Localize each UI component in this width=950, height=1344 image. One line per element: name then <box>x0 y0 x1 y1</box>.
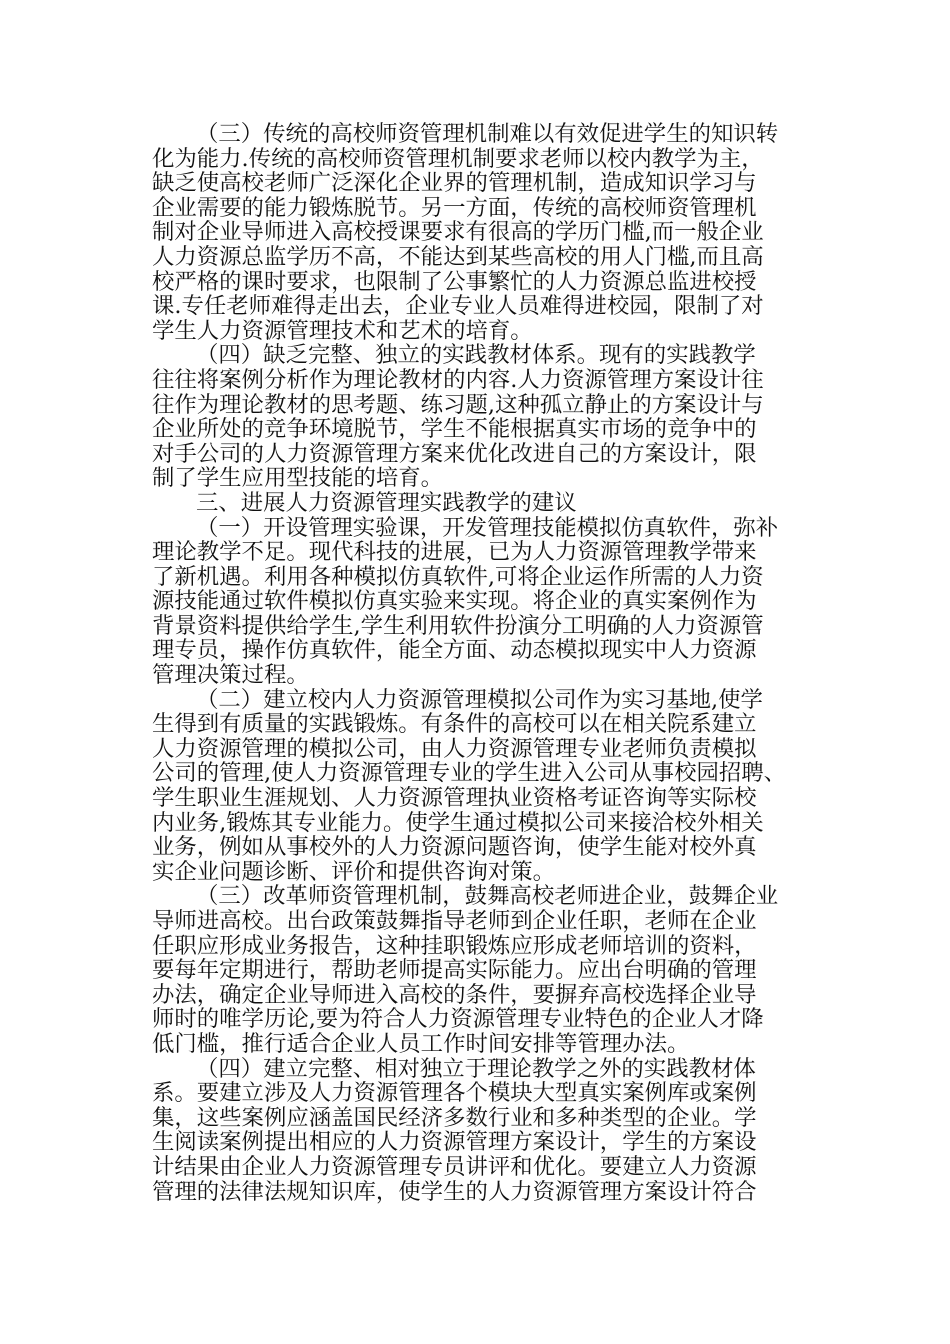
text-line: （三）传统的高校师资管理机制难以有效促进学生的知识转 <box>196 121 779 147</box>
text-line: 对手公司的人力资源管理方案来优化改进自己的方案设计，限 <box>152 440 757 467</box>
text-line: 学生职业生涯规划、人力资源管理执业资格考证咨询等实际校 <box>152 785 757 812</box>
text-line: 公司的管理,使人力资源管理专业的学生进入公司从事校园招聘、 <box>152 760 787 787</box>
text-line: 管理的法律法规知识库，使学生的人力资源管理方案设计符合 <box>152 1178 757 1205</box>
text-line: 学生人力资源管理技术和艺术的培育。 <box>152 317 533 344</box>
paragraph-practice-textbook <box>152 1057 812 1205</box>
text-line: 往往将案例分析作为理论教材的内容.人力资源管理方案设计往 <box>152 366 764 393</box>
text-line: 制了学生应用型技能的培育。 <box>152 465 444 492</box>
text-line: （一）开设管理实验课，开发管理技能模拟仿真软件，弥补 <box>196 514 779 541</box>
paragraph-lab-course <box>152 516 812 688</box>
section-heading-text: 三、进展人力资源管理实践教学的建议 <box>196 489 577 516</box>
text-line: （四）建立完整、相对独立于理论教学之外的实践教材体 <box>196 1055 756 1082</box>
paragraph-reform-mechanism <box>152 884 812 1056</box>
text-line: 人力资源总监学历不高，不能达到某些高校的用人门槛,而且高 <box>152 243 764 270</box>
text-line: 计结果由企业人力资源管理专员讲评和优化。要建立人力资源 <box>152 1153 757 1180</box>
text-line: 导师进高校。出台政策鼓舞指导老师到企业任职，老师在企业 <box>152 908 757 934</box>
paragraph-teacher-mechanism <box>152 122 812 343</box>
text-line: 校严格的课时要求，也限制了公事繁忙的人力资源总监进校授 <box>152 268 757 295</box>
text-line: 背景资料提供给学生,学生利用软件扮演分工明确的人力资源管 <box>152 612 764 639</box>
text-line: 制对企业导师进入高校授课要求有很高的学历门槛,而一般企业 <box>152 219 764 246</box>
paragraph-simulation-company <box>152 688 812 885</box>
document-page <box>152 122 812 1204</box>
text-line: 理专员，操作仿真软件，能全方面、动态模拟现实中人力资源 <box>152 637 757 664</box>
text-line: 企业所处的竞争环境脱节，学生不能根据真实市场的竞争中的 <box>152 416 757 443</box>
text-line: 企业需要的能力锻炼脱节。另一方面，传统的高校师资管理机 <box>152 194 757 221</box>
text-line: （四）缺乏完整、独立的实践教材体系。现有的实践教学 <box>196 342 756 369</box>
text-line: 管理决策过程。 <box>152 662 309 689</box>
text-line: 课.专任老师难得走出去，企业专业人员难得进校园，限制了对 <box>152 293 764 320</box>
text-line: 化为能力.传统的高校师资管理机制要求老师以校内教学为主， <box>152 145 764 172</box>
section-heading <box>152 491 812 516</box>
text-line: 系。要建立涉及人力资源管理各个模块大型真实案例库或案例 <box>152 1080 757 1107</box>
text-line: （二）建立校内人力资源管理模拟公司作为实习基地,使学 <box>196 686 763 713</box>
text-line: 任职应形成业务报告，这种挂职锻炼应形成老师培训的资料， <box>152 932 757 959</box>
text-line: 集，这些案例应涵盖国民经济多数行业和多种类型的企业。学 <box>152 1104 757 1131</box>
text-line: 源技能通过软件模拟仿真实验来实现。将企业的真实案例作为 <box>152 588 757 615</box>
paragraph-textbook-system <box>152 343 812 491</box>
text-line: 办法，确定企业导师进入高校的条件，要摒弃高校选择企业导 <box>152 981 757 1008</box>
text-line: 理论教学不足。现代科技的进展，已为人力资源管理教学带来 <box>152 539 757 566</box>
text-line: 生得到有质量的实践锻炼。有条件的高校可以在相关院系建立 <box>152 711 757 738</box>
text-line: 业务，例如从事校外的人力资源问题咨询，使学生能对校外真 <box>152 834 757 861</box>
text-line: 生阅读案例提出相应的人力资源管理方案设计，学生的方案设 <box>152 1129 757 1156</box>
text-line: （三）改革师资管理机制，鼓舞高校老师进企业，鼓舞企业 <box>196 883 779 910</box>
text-line: 要每年定期进行，帮助老师提高实际能力。应出台明确的管理 <box>152 957 757 984</box>
text-line: 实企业问题诊断、评价和提供咨询对策。 <box>152 858 556 885</box>
text-line: 往作为理论教材的思考题、练习题,这种孤立静止的方案设计与 <box>152 391 764 418</box>
text-line: 人力资源管理的模拟公司，由人力资源管理专业老师负责模拟 <box>152 735 757 762</box>
text-line: 了新机遇。利用各种模拟仿真软件,可将企业运作所需的人力资 <box>152 563 764 590</box>
text-line: 缺乏使高校老师广泛深化企业界的管理机制，造成知识学习与 <box>152 170 757 197</box>
text-line: 内业务,锻炼其专业能力。使学生通过模拟公司来接洽校外相关 <box>152 809 764 836</box>
text-line: 低门槛，推行适合企业人员工作时间安排等管理办法。 <box>152 1030 690 1057</box>
text-line: 师时的唯学历论,要为符合人力资源管理专业特色的企业人才降 <box>152 1006 764 1033</box>
